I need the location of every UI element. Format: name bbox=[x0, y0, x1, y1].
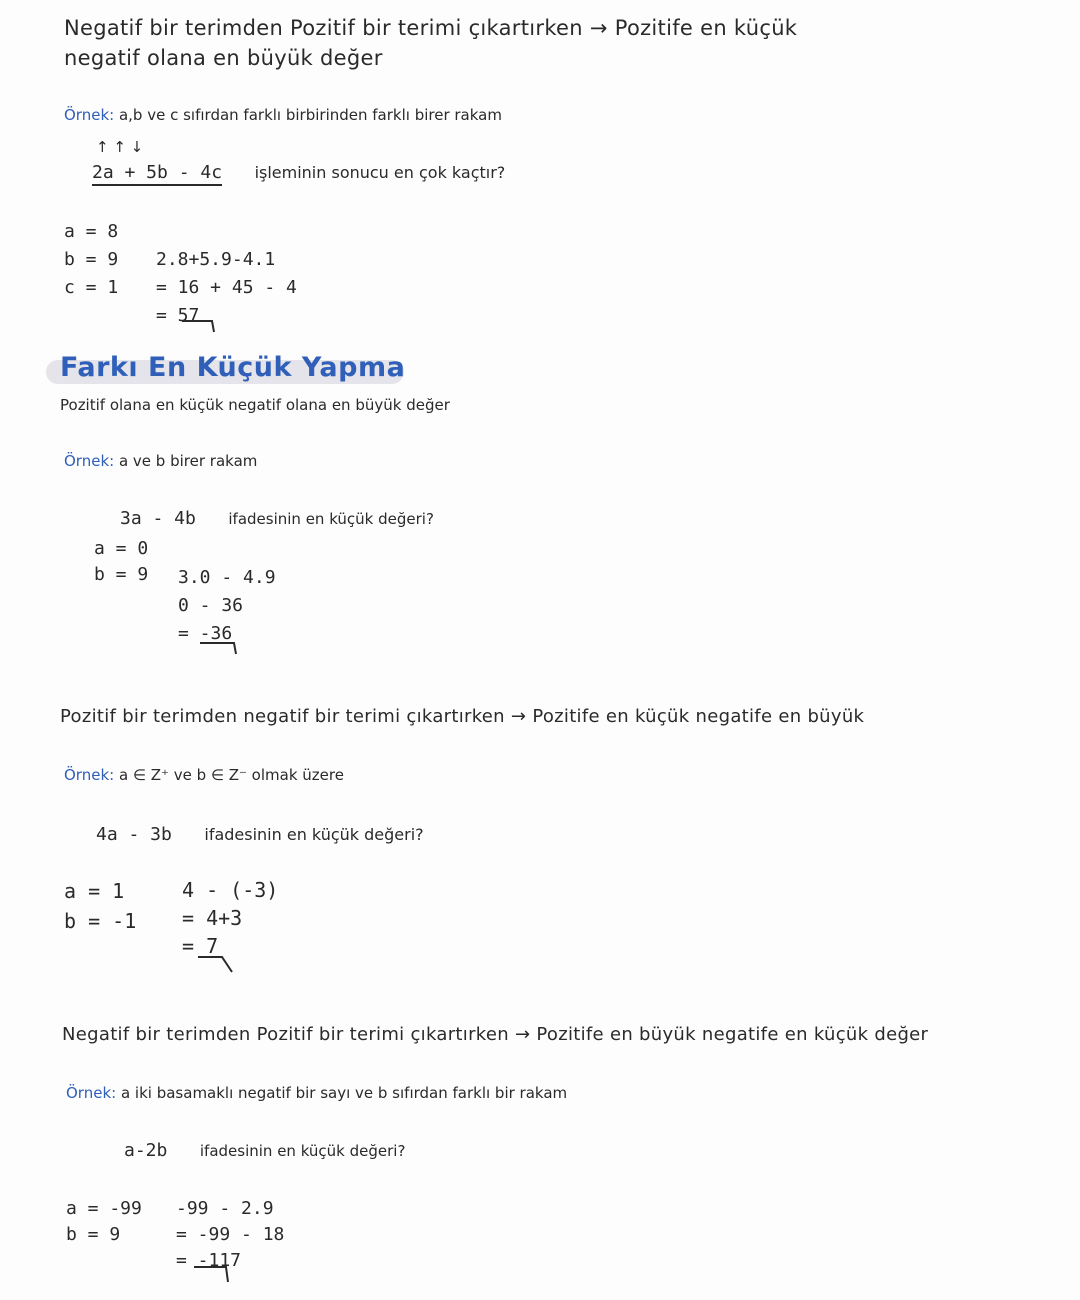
expression-2 bbox=[120, 508, 434, 529]
rule-text-3: Pozitif bir terimden negatif bir terimi çıkartırken → Pozitife en küçük negatife en büyük bbox=[60, 706, 865, 727]
step-3: = -117 bbox=[176, 1250, 242, 1271]
var-a: a = 0 bbox=[94, 538, 149, 559]
example-text: a,b ve c sıfırdan farklı birbirinden farklı birer rakam bbox=[118, 106, 502, 124]
steps-1 bbox=[156, 246, 297, 330]
var-b: b = -1 bbox=[64, 909, 137, 933]
expression: a-2b bbox=[124, 1140, 168, 1161]
var-c: c = 1 bbox=[64, 277, 119, 298]
var-b: b = 9 bbox=[94, 564, 149, 585]
section-title: Farkı En Küçük Yapma bbox=[60, 352, 406, 383]
step-3: = 7 bbox=[182, 934, 219, 958]
step-2: = 4+3 bbox=[182, 906, 243, 930]
result-mark-icon bbox=[192, 1264, 236, 1284]
question: işleminin sonucu en çok kaçtır? bbox=[254, 163, 506, 182]
var-a: a = 8 bbox=[64, 221, 119, 242]
example-2 bbox=[64, 452, 257, 470]
var-a: a = 1 bbox=[64, 879, 125, 903]
step-2: 0 - 36 bbox=[178, 595, 244, 616]
step-3: = -36 bbox=[178, 623, 233, 644]
rule-text-4: Negatif bir terimden Pozitif bir terimi çıkartırken → Pozitife en büyük negatife en küçük değer bbox=[62, 1024, 929, 1045]
expression-1 bbox=[92, 162, 505, 183]
example-4 bbox=[66, 1084, 567, 1102]
example-1 bbox=[64, 106, 502, 124]
step-3: = 57 bbox=[156, 305, 200, 326]
variables-2 bbox=[94, 536, 148, 588]
expression-3 bbox=[96, 824, 424, 845]
question: ifadesinin en küçük değeri? bbox=[228, 510, 434, 528]
example-label: Örnek: bbox=[64, 452, 115, 470]
example-label: Örnek: bbox=[66, 1084, 117, 1102]
question: ifadesinin en küçük değeri? bbox=[204, 825, 424, 844]
expression: 3a - 4b bbox=[120, 508, 196, 529]
arrow-markers: ↑ ↑ ↓ bbox=[96, 138, 144, 156]
example-text: a iki basamaklı negatif bir sayı ve b sıfırdan farklı bir rakam bbox=[120, 1084, 568, 1102]
example-3 bbox=[64, 766, 344, 784]
example-text: a ∈ Z⁺ ve b ∈ Z⁻ olmak üzere bbox=[118, 766, 344, 784]
variables-1 bbox=[64, 218, 118, 302]
question: ifadesinin en küçük değeri? bbox=[199, 1142, 406, 1160]
expression: 4a - 3b bbox=[96, 824, 172, 845]
var-b: b = 9 bbox=[64, 249, 119, 270]
step-2: = 16 + 45 - 4 bbox=[156, 277, 297, 298]
variables-4 bbox=[66, 1196, 142, 1248]
steps-2 bbox=[178, 564, 276, 648]
var-a: a = -99 bbox=[66, 1198, 142, 1219]
rule-text-1: Negatif bir terimden Pozitif bir terimi çıkartırken → Pozitife en küçük bbox=[64, 16, 798, 40]
rule-text-1b: negatif olana en büyük değer bbox=[64, 46, 383, 70]
var-b: b = 9 bbox=[66, 1224, 121, 1245]
example-text: a ve b birer rakam bbox=[118, 452, 258, 470]
step-1: 3.0 - 4.9 bbox=[178, 567, 276, 588]
step-1: -99 - 2.9 bbox=[176, 1198, 274, 1219]
variables-3 bbox=[64, 876, 136, 936]
step-1: 4 - (-3) bbox=[182, 878, 279, 902]
expression: 2a + 5b - 4c bbox=[92, 162, 222, 186]
example-label: Örnek: bbox=[64, 766, 115, 784]
result-mark-icon bbox=[196, 954, 240, 974]
step-2: = -99 - 18 bbox=[176, 1224, 285, 1245]
expression-4 bbox=[124, 1140, 405, 1161]
step-1: 2.8+5.9-4.1 bbox=[156, 249, 276, 270]
example-label: Örnek: bbox=[64, 106, 115, 124]
result-mark-icon bbox=[180, 318, 220, 334]
result-mark-icon bbox=[198, 640, 242, 656]
steps-4 bbox=[176, 1196, 284, 1274]
steps-3 bbox=[182, 876, 278, 960]
section-subtitle: Pozitif olana en küçük negatif olana en büyük değer bbox=[60, 396, 450, 414]
